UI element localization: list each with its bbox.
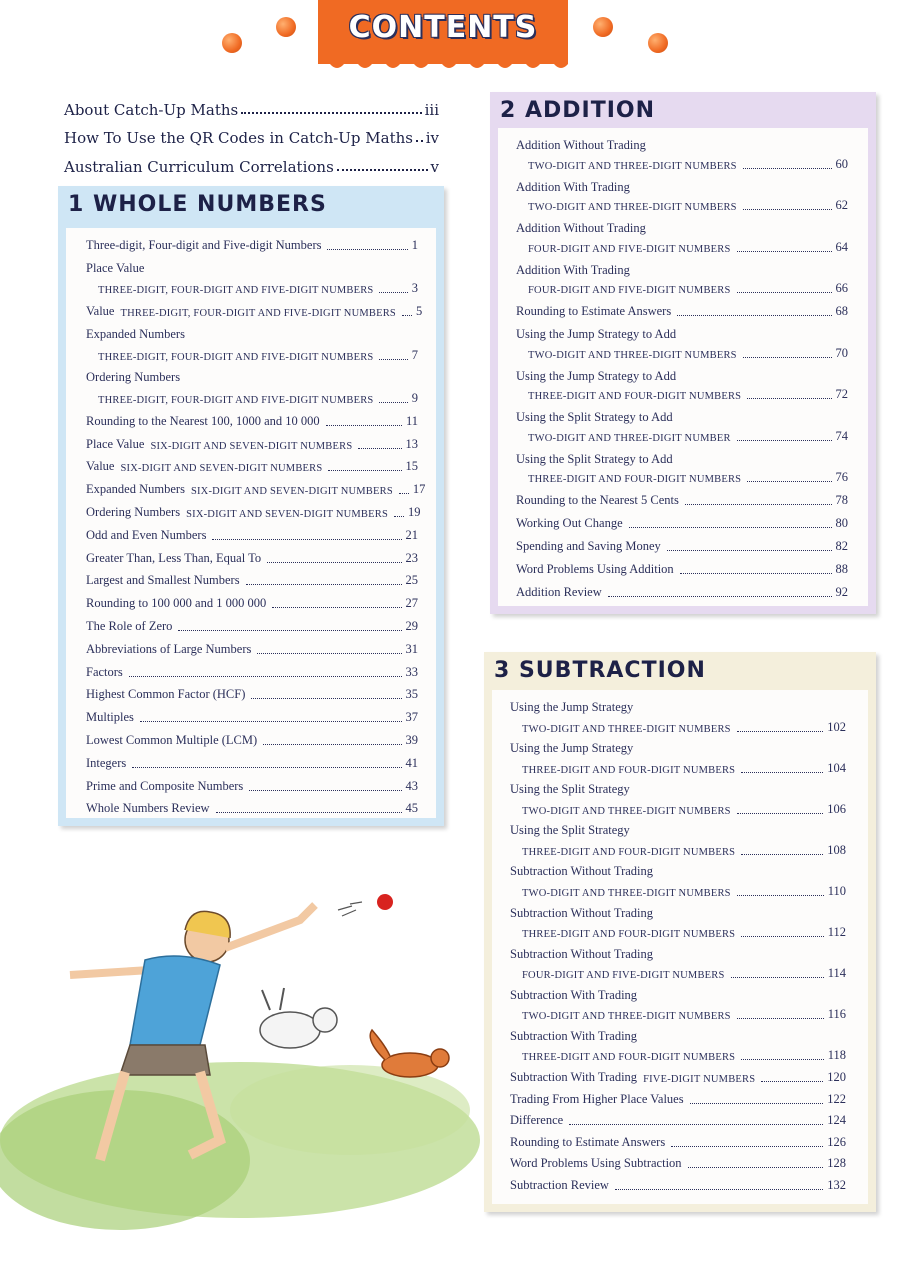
entry-label: Using the Jump Strategy to Add [516,368,677,383]
dot-leader [671,1146,823,1147]
entry-heading[interactable] [86,370,180,385]
entry-page: 9 [411,391,418,405]
dot-leader [737,895,824,896]
entry-label: Using the Split Strategy to Add [516,451,673,466]
entry-label: Whole Numbers Review [86,801,210,816]
entry-page: 45 [405,801,418,816]
entry-subline[interactable] [98,391,418,406]
entry-subline[interactable] [522,843,846,858]
dot-leader [326,425,402,426]
dot-leader [257,653,401,654]
entry-page: 5 [415,304,423,319]
dot-leader [249,790,401,791]
page-title: CONTENTS [348,10,538,45]
toc-entry[interactable] [510,1178,846,1193]
entry-label: Value [86,459,115,474]
entry-page: 104 [827,760,846,775]
dot-leader [140,721,402,722]
entry-label: Value [86,304,115,319]
entry-page: 29 [405,619,418,633]
entry-page: 78 [835,493,848,507]
entry-sublabel: THREE-DIGIT, FOUR-DIGIT AND FIVE-DIGIT NUMBERS [98,351,374,363]
entry-page: 114 [827,966,846,981]
entry-label: Integers [86,755,127,770]
entry-heading[interactable] [510,700,633,715]
dot-leader [379,359,407,360]
entry-sublabel: TWO-DIGIT AND THREE-DIGIT NUMBERS [528,160,737,172]
entry-label: Subtraction With Trading [510,1069,638,1084]
dot-leader [743,209,832,210]
entry-page: 74 [835,428,848,443]
dot-leader [737,731,824,732]
entry-label: Subtraction With Trading [510,1028,638,1043]
entry-label: How To Use the QR Codes in Catch-Up Maths [64,129,413,147]
entry-sublabel: THREE-DIGIT AND FOUR-DIGIT NUMBERS [528,474,742,485]
entry-label: Difference [510,1113,564,1128]
entry-sublabel: THREE-DIGIT AND FOUR-DIGIT NUMBERS [522,846,736,858]
entry-sublabel: FIVE-DIGIT NUMBERS [643,1073,756,1085]
entry-label: Addition Review [516,585,602,599]
entry-subline[interactable] [528,387,848,402]
entry-label: Rounding to the Nearest 5 Cents [516,493,679,507]
boy-throwing-ball-illustration [0,860,490,1260]
entry-page: 128 [827,1156,846,1171]
dot-leader [358,448,401,449]
entry-heading[interactable] [510,864,653,879]
dot-leader [690,1103,824,1104]
toc-entry[interactable] [510,1135,846,1150]
dot-leader [747,398,831,399]
dot-leader [677,315,831,316]
entry-label: Prime and Composite Numbers [86,778,244,793]
entry-sublabel: THREE-DIGIT AND FOUR-DIGIT NUMBERS [522,929,736,940]
entry-sublabel: THREE-DIGIT AND FOUR-DIGIT NUMBERS [528,391,742,402]
entry-page: 3 [411,281,418,296]
entry-heading[interactable] [510,988,637,1003]
toc-entry[interactable] [516,585,848,600]
entry-sublabel: THREE-DIGIT AND FOUR-DIGIT NUMBERS [522,764,736,776]
entry-heading[interactable] [516,180,630,195]
entry-label: Subtraction Without Trading [510,864,654,879]
orange-dot [276,17,296,37]
entry-page: 25 [405,573,418,588]
entry-label: The Role of Zero [86,619,173,633]
entry-page: 92 [835,585,848,599]
orange-dot [222,33,242,53]
entry-heading[interactable] [516,410,673,425]
toc-entry[interactable] [86,551,418,566]
entry-sublabel: FOUR-DIGIT AND FIVE-DIGIT NUMBERS [528,243,731,255]
entry-label: Place Value [86,260,145,275]
entry-page: 110 [827,883,846,898]
entry-label: Highest Common Factor (HCF) [86,687,246,702]
entry-label: Abbreviations of Large Numbers [86,641,252,656]
dot-leader [379,402,407,403]
dot-leader [737,1018,824,1019]
toc-entry[interactable] [86,801,418,816]
entry-page: 7 [411,347,418,362]
entry-page: iii [424,100,439,119]
dot-leader [685,504,832,505]
entry-page: iv [425,129,439,147]
entry-heading[interactable] [516,263,630,278]
toc-entry[interactable] [516,516,848,531]
entry-label: Working Out Change [516,516,623,530]
dot-leader [272,607,401,608]
entry-heading[interactable] [516,221,646,236]
toc-entry[interactable] [516,304,848,319]
entry-page: 124 [827,1113,846,1128]
dot-leader [688,1167,824,1168]
entry-subline[interactable] [522,802,846,817]
intro-entry[interactable] [64,90,439,119]
toc-entry[interactable] [86,710,418,725]
dot-leader [731,977,824,978]
entry-label: Word Problems Using Addition [516,562,674,576]
toc-entry[interactable] [86,687,418,702]
dot-leader [379,292,407,293]
dot-leader [327,249,407,250]
dot-leader [263,744,401,745]
entry-label: Subtraction Review [510,1177,609,1192]
entry-subline[interactable] [98,348,418,363]
entry-subline[interactable] [528,157,848,172]
entry-sublabel: SIX-DIGIT AND SEVEN-DIGIT NUMBERS [120,463,323,475]
entry-page: 21 [405,527,418,542]
entry-page: v [430,157,439,176]
section-title: 3 SUBTRACTION [494,658,706,683]
section-whole-numbers [58,186,444,826]
toc-entry[interactable] [86,238,418,253]
dot-leader [667,550,832,551]
entry-page: 80 [835,516,848,530]
dot-leader [737,292,832,293]
toc-entry[interactable] [86,733,418,748]
entry-label: Addition Without Trading [516,221,646,235]
toc-entry[interactable] [86,573,418,588]
dot-leader [680,573,832,574]
entry-label: Rounding to Estimate Answers [516,304,672,318]
entry-sublabel: THREE-DIGIT, FOUR-DIGIT AND FIVE-DIGIT NUMBERS [98,395,374,406]
entry-label: Australian Curriculum Correlations [64,157,334,176]
toc-entry[interactable] [86,459,418,474]
entry-page: 64 [835,239,848,254]
entry-heading[interactable] [516,452,673,467]
dot-leader [741,854,823,855]
entry-label: Addition With Trading [516,262,630,277]
entry-page: 27 [405,596,418,611]
toc-entry[interactable] [510,1113,846,1128]
orange-dot [593,17,613,37]
dot-leader [741,1059,824,1060]
entry-subline[interactable] [528,240,848,255]
dot-leader [608,596,832,597]
entry-label: Using the Jump Strategy [510,700,634,714]
entry-label: Rounding to 100 000 and 1 000 000 [86,596,267,611]
toc-entry[interactable] [86,642,418,657]
entry-sublabel: SIX-DIGIT AND SEVEN-DIGIT NUMBERS [150,440,353,452]
entry-label: Odd and Even Numbers [86,527,207,542]
entry-heading[interactable] [516,369,676,384]
entry-page: 88 [835,562,848,576]
entry-page: 43 [405,778,418,793]
entry-page: 1 [411,238,418,252]
entry-label: Largest and Smallest Numbers [86,573,240,588]
entry-subline[interactable] [522,1007,846,1022]
entry-page: 108 [827,842,846,857]
entry-page: 82 [835,539,848,553]
entry-sublabel: TWO-DIGIT AND THREE-DIGIT NUMBERS [528,349,737,361]
toc-entry[interactable] [86,528,418,543]
dot-leader [743,168,832,169]
toc-entry[interactable] [510,1070,846,1085]
entry-heading[interactable] [510,906,653,921]
entry-page: 122 [827,1091,846,1106]
entry-subline[interactable] [528,346,848,361]
dot-leader [394,516,404,517]
entry-subline[interactable] [528,429,848,444]
entry-sublabel: THREE-DIGIT, FOUR-DIGIT AND FIVE-DIGIT NUMBERS [98,285,374,297]
entry-label: Expanded Numbers [86,327,185,341]
entry-page: 23 [405,550,418,565]
entry-page: 13 [405,436,418,451]
intro-list [64,90,439,176]
toc-entry[interactable] [86,414,418,429]
entry-label: Addition With Trading [516,179,630,194]
entry-label: Expanded Numbers [86,482,185,497]
entry-heading[interactable] [510,741,633,756]
section-entries [498,128,868,606]
entry-label: Lowest Common Multiple (LCM) [86,733,258,747]
dot-leader [132,767,401,768]
entry-page: 19 [408,505,421,519]
entry-label: Subtraction Without Trading [510,905,654,920]
entry-subline[interactable] [528,470,848,485]
entry-sublabel: TWO-DIGIT AND THREE-DIGIT NUMBERS [528,202,737,213]
entry-label: Subtraction Without Trading [510,946,654,961]
entry-subline[interactable] [528,281,848,296]
entry-sublabel: SIX-DIGIT AND SEVEN-DIGIT NUMBERS [186,509,388,520]
entry-page: 62 [835,198,848,212]
toc-entry[interactable] [86,437,418,452]
entry-label: Greater Than, Less Than, Equal To [86,550,262,565]
entry-label: Ordering Numbers [86,370,181,385]
section-entries [66,228,436,818]
entry-subline[interactable] [522,720,846,735]
entry-label: Three-digit, Four-digit and Five-digit Numbers [86,238,322,252]
dot-leader [241,112,421,114]
dot-leader [615,1189,823,1190]
orange-dot [648,33,668,53]
dot-leader [737,813,824,814]
entry-page: 120 [827,1069,846,1084]
dot-leader [737,440,832,441]
ball [377,894,393,910]
entry-heading[interactable] [516,327,676,342]
dot-leader [251,698,401,699]
banner-wave [318,60,568,72]
entry-subline[interactable] [522,966,846,981]
entry-page: 15 [405,459,418,474]
entry-label: Using the Split Strategy [510,782,630,797]
dot-leader [747,481,831,482]
entry-page: 132 [827,1177,846,1192]
toc-entry[interactable] [510,1092,846,1107]
entry-heading[interactable] [510,1029,637,1044]
intro-entry[interactable] [64,119,439,148]
toc-entry[interactable] [86,304,423,320]
entry-heading[interactable] [510,947,653,962]
section-title: 2 ADDITION [500,98,656,123]
entry-sublabel: TWO-DIGIT AND THREE-DIGIT NUMBERS [522,723,731,735]
dot-leader [246,584,402,585]
entry-sublabel: THREE-DIGIT AND FOUR-DIGIT NUMBERS [522,1052,736,1064]
toc-entry[interactable] [510,1156,846,1171]
dot-leader [337,169,428,171]
entry-page: 31 [405,641,418,656]
entry-page: 126 [827,1134,846,1149]
entry-heading[interactable] [86,327,185,342]
entry-sublabel: SIX-DIGIT AND SEVEN-DIGIT NUMBERS [190,486,393,498]
entry-label: Word Problems Using Subtraction [510,1156,682,1171]
entry-sublabel: TWO-DIGIT AND THREE-DIGIT NUMBERS [522,1011,731,1023]
dot-leader [399,493,409,494]
dot-leader [416,140,423,142]
entry-heading[interactable] [510,823,630,838]
boy-shirt [130,956,220,1045]
entry-page: 68 [835,304,848,318]
entry-label: Using the Split Strategy [510,823,630,838]
toc-entry[interactable] [86,779,418,794]
entry-page: 17 [412,482,426,497]
entry-subline[interactable] [522,925,846,940]
dot-leader [328,470,401,471]
entry-page: 33 [405,664,418,679]
dog [260,988,337,1048]
entry-page: 70 [835,345,848,360]
dot-leader [737,251,832,252]
entry-label: Addition Without Trading [516,138,646,152]
entry-subline[interactable] [98,281,418,296]
toc-entry[interactable] [86,665,418,680]
dot-leader [569,1124,823,1125]
dot-leader [743,357,832,358]
entry-label: Multiples [86,710,134,725]
section-title: 1 WHOLE NUMBERS [68,192,327,217]
entry-label: Place Value [86,436,145,451]
entry-heading[interactable] [510,782,630,797]
entry-label: Rounding to Estimate Answers [510,1134,666,1149]
toc-entry[interactable] [516,493,848,508]
entry-page: 116 [827,1007,846,1022]
boy-shorts [120,1045,210,1075]
toc-entry[interactable] [516,562,848,577]
entry-page: 102 [827,719,846,734]
entry-subline[interactable] [522,884,846,899]
entry-page: 41 [405,755,418,770]
toc-entry[interactable] [86,596,418,611]
entry-label: Spending and Saving Money [516,539,661,553]
entry-subline[interactable] [528,198,848,213]
entry-subline[interactable] [522,761,846,776]
toc-entry[interactable] [86,756,418,771]
entry-sublabel: FOUR-DIGIT AND FIVE-DIGIT NUMBERS [522,970,725,982]
entry-page: 37 [405,710,418,725]
entry-page: 35 [405,687,418,702]
dot-leader [741,936,824,937]
entry-page: 39 [405,733,418,747]
entry-sublabel: TWO-DIGIT AND THREE-DIGIT NUMBER [528,432,731,444]
toc-entry[interactable] [516,539,848,554]
entry-heading[interactable] [516,138,646,153]
entry-subline[interactable] [522,1048,846,1063]
entry-sublabel: THREE-DIGIT, FOUR-DIGIT AND FIVE-DIGIT NUMBERS [120,308,396,320]
dot-leader [402,315,412,316]
toc-entry[interactable] [86,482,426,498]
entry-page: 66 [835,281,848,295]
entry-sublabel: TWO-DIGIT AND THREE-DIGIT NUMBERS [522,887,731,899]
section-entries [492,690,868,1204]
entry-page: 112 [827,925,846,939]
section-subtraction [484,652,876,1212]
dot-leader [178,630,401,631]
dot-leader [216,812,402,813]
entry-label: Factors [86,664,123,679]
entry-label: Using the Jump Strategy [510,741,634,756]
entry-page: 118 [827,1048,846,1063]
entry-page: 106 [827,801,846,816]
toc-entry[interactable] [86,505,421,520]
dot-leader [629,527,832,528]
dot-leader [741,772,823,773]
entry-sublabel: TWO-DIGIT AND THREE-DIGIT NUMBERS [522,805,731,817]
entry-label: Trading From Higher Place Values [510,1091,684,1106]
entry-page: 72 [835,387,848,401]
entry-heading[interactable] [86,261,144,276]
entry-page: 11 [405,413,418,428]
entry-label: Subtraction With Trading [510,987,638,1002]
entry-label: Ordering Numbers [86,505,181,519]
dot-leader [129,676,402,677]
toc-entry[interactable] [86,619,418,634]
entry-page: 76 [835,470,848,484]
entry-label: Using the Split Strategy to Add [516,410,673,424]
entry-sublabel: FOUR-DIGIT AND FIVE-DIGIT NUMBERS [528,285,731,296]
entry-label: Rounding to the Nearest 100, 1000 and 10 000 [86,413,320,428]
section-addition [490,92,876,614]
entry-label: Using the Jump Strategy to Add [516,327,677,341]
intro-entry[interactable] [64,147,439,176]
dot-leader [212,539,401,540]
dot-leader [761,1081,823,1082]
entry-page: 60 [835,156,848,171]
entry-label: About Catch-Up Maths [64,100,239,119]
dot-leader [267,562,401,563]
